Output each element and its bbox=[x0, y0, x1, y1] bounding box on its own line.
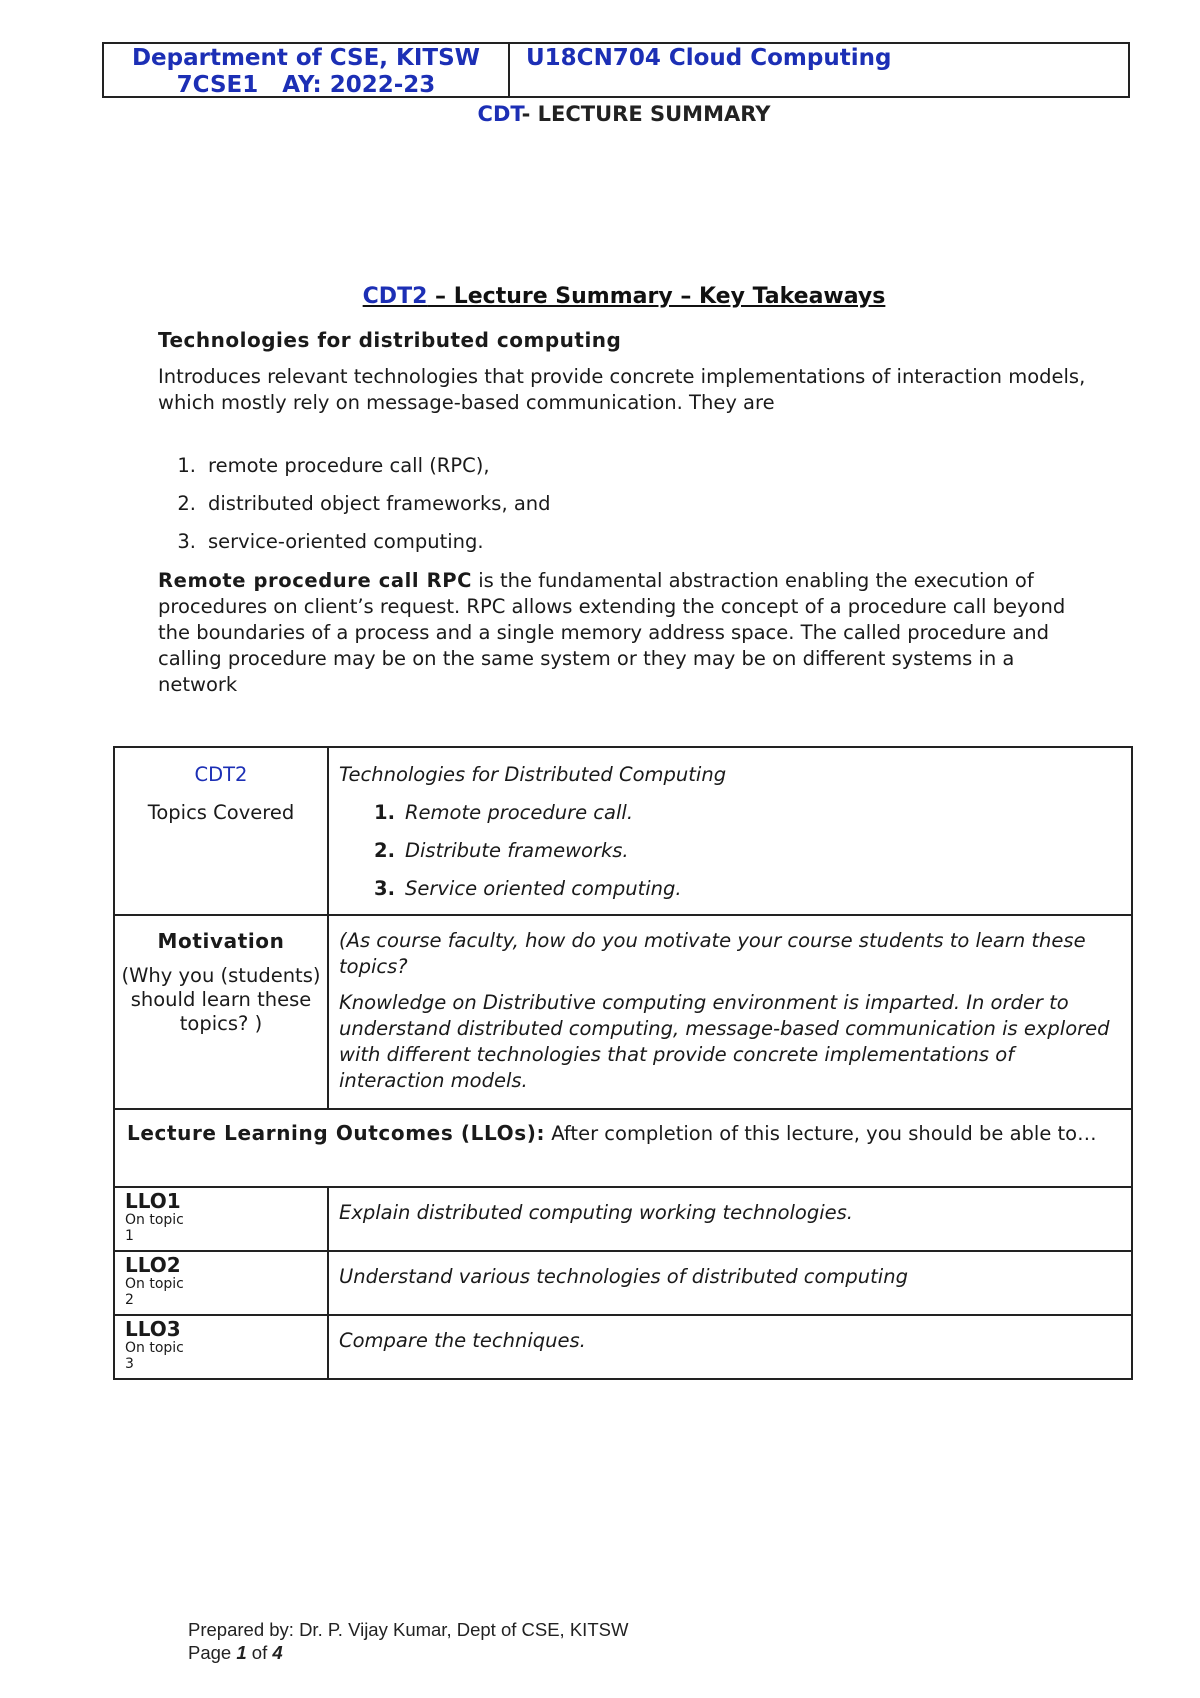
llo-label: LLO2 bbox=[125, 1253, 181, 1277]
llo-row bbox=[114, 1187, 1132, 1251]
llo-header-bold: Lecture Learning Outcomes (LLOs): bbox=[127, 1121, 546, 1145]
page-subtitle bbox=[0, 102, 1200, 126]
llo-sub: On topic 3 bbox=[125, 1340, 184, 1372]
current-page: 1 bbox=[236, 1642, 247, 1663]
topics-row bbox=[114, 747, 1132, 915]
department-name: Department of CSE, KITSW bbox=[131, 45, 481, 71]
topics-covered-label: Topics Covered bbox=[147, 801, 295, 824]
list-text: service-oriented computing. bbox=[208, 530, 484, 553]
list-item bbox=[158, 491, 1088, 529]
llo-row bbox=[114, 1315, 1132, 1379]
llo-text-cell bbox=[328, 1315, 1132, 1379]
llo-header-text: After completion of this lecture, you should be able to… bbox=[545, 1122, 1097, 1145]
rpc-term: Remote procedure call RPC bbox=[158, 569, 473, 592]
summary-table bbox=[113, 746, 1133, 1380]
header-box bbox=[102, 42, 1130, 98]
list-item bbox=[339, 838, 1131, 876]
topic-text: Distribute frameworks. bbox=[405, 839, 629, 862]
list-item bbox=[158, 529, 1088, 567]
list-num: 1. bbox=[177, 454, 196, 477]
page-number bbox=[188, 1641, 628, 1664]
topics-label-cell bbox=[114, 747, 328, 915]
motivation-question: (As course faculty, how do you motivate your course students to learn these topics? bbox=[339, 929, 1086, 978]
subtitle-prefix: CDT bbox=[477, 102, 522, 126]
llo-label: LLO3 bbox=[125, 1317, 181, 1341]
llo-header-row bbox=[114, 1109, 1132, 1187]
topic-text: Service oriented computing. bbox=[405, 877, 682, 900]
topic-text: Remote procedure call. bbox=[405, 801, 634, 824]
of-word: of bbox=[246, 1642, 273, 1663]
subtitle-rest: - LECTURE SUMMARY bbox=[521, 102, 771, 126]
llo-sub: On topic 1 bbox=[125, 1212, 184, 1244]
list-num: 3. bbox=[177, 530, 196, 553]
rpc-description: is the fundamental abstraction enabling the execution of procedures on client’s request. RPC allows extending the concept of a procedure call beyond the boundaries of a process and a single memory address space. The called procedure and calling procedure may be on the same system or they may be on different systems in a network bbox=[158, 569, 1066, 696]
section-title-prefix: CDT2 bbox=[362, 284, 428, 309]
total-pages: 4 bbox=[272, 1642, 283, 1663]
section-title bbox=[0, 284, 1200, 309]
list-item bbox=[339, 800, 1131, 838]
motivation-label-cell bbox=[114, 915, 328, 1109]
motivation-row bbox=[114, 915, 1132, 1109]
topics-content-cell bbox=[328, 747, 1132, 915]
topic-id: CDT2 bbox=[194, 763, 248, 786]
llo-label-cell bbox=[114, 1187, 328, 1251]
list-item bbox=[339, 876, 1131, 914]
intro-paragraph: Introduces relevant technologies that provide concrete implementations of interaction models, which mostly rely on message-based communication. They are bbox=[158, 365, 1086, 414]
list-text: distributed object frameworks, and bbox=[208, 492, 551, 515]
page-word: Page bbox=[188, 1642, 237, 1663]
llo-label: LLO1 bbox=[125, 1189, 181, 1213]
list-num: 2. bbox=[177, 492, 196, 515]
section-heading: Technologies for distributed computing bbox=[158, 328, 622, 352]
department-cell bbox=[104, 44, 508, 99]
motivation-label: Motivation bbox=[157, 929, 285, 953]
technology-list bbox=[158, 453, 1088, 567]
section-title-rest: – Lecture Summary – Key Takeaways bbox=[427, 284, 886, 309]
llo-header-cell bbox=[114, 1109, 1132, 1187]
prepared-by: Prepared by: Dr. P. Vijay Kumar, Dept of CSE, KITSW bbox=[188, 1619, 629, 1640]
llo-text-cell bbox=[328, 1187, 1132, 1251]
topics-list bbox=[339, 800, 1131, 914]
list-item bbox=[158, 453, 1088, 491]
llo-sub: On topic 2 bbox=[125, 1276, 184, 1308]
llo-text: Compare the techniques. bbox=[339, 1329, 586, 1352]
topics-heading: Technologies for Distributed Computing bbox=[339, 763, 727, 786]
llo-label-cell bbox=[114, 1315, 328, 1379]
llo-text: Understand various technologies of distributed computing bbox=[339, 1265, 908, 1288]
topic-num: 3. bbox=[374, 877, 395, 900]
motivation-sub: (Why you (students) should learn these topics? ) bbox=[121, 964, 321, 1035]
topic-num: 2. bbox=[374, 839, 395, 862]
llo-row bbox=[114, 1251, 1132, 1315]
llo-text-cell bbox=[328, 1251, 1132, 1315]
course-title: U18CN704 Cloud Computing bbox=[526, 45, 892, 71]
rpc-paragraph bbox=[158, 568, 1088, 698]
llo-label-cell bbox=[114, 1251, 328, 1315]
motivation-answer: Knowledge on Distributive computing environment is imparted. In order to understand distributed computing, message-based communication is explored with different technologies that provide concrete implementations of interaction models. bbox=[339, 991, 1110, 1092]
motivation-content-cell bbox=[328, 915, 1132, 1109]
llo-text: Explain distributed computing working technologies. bbox=[339, 1201, 854, 1224]
list-text: remote procedure call (RPC), bbox=[208, 454, 490, 477]
topic-num: 1. bbox=[374, 801, 395, 824]
class-year: 7CSE1 AY: 2022-23 bbox=[176, 72, 436, 98]
page-footer bbox=[188, 1618, 628, 1664]
